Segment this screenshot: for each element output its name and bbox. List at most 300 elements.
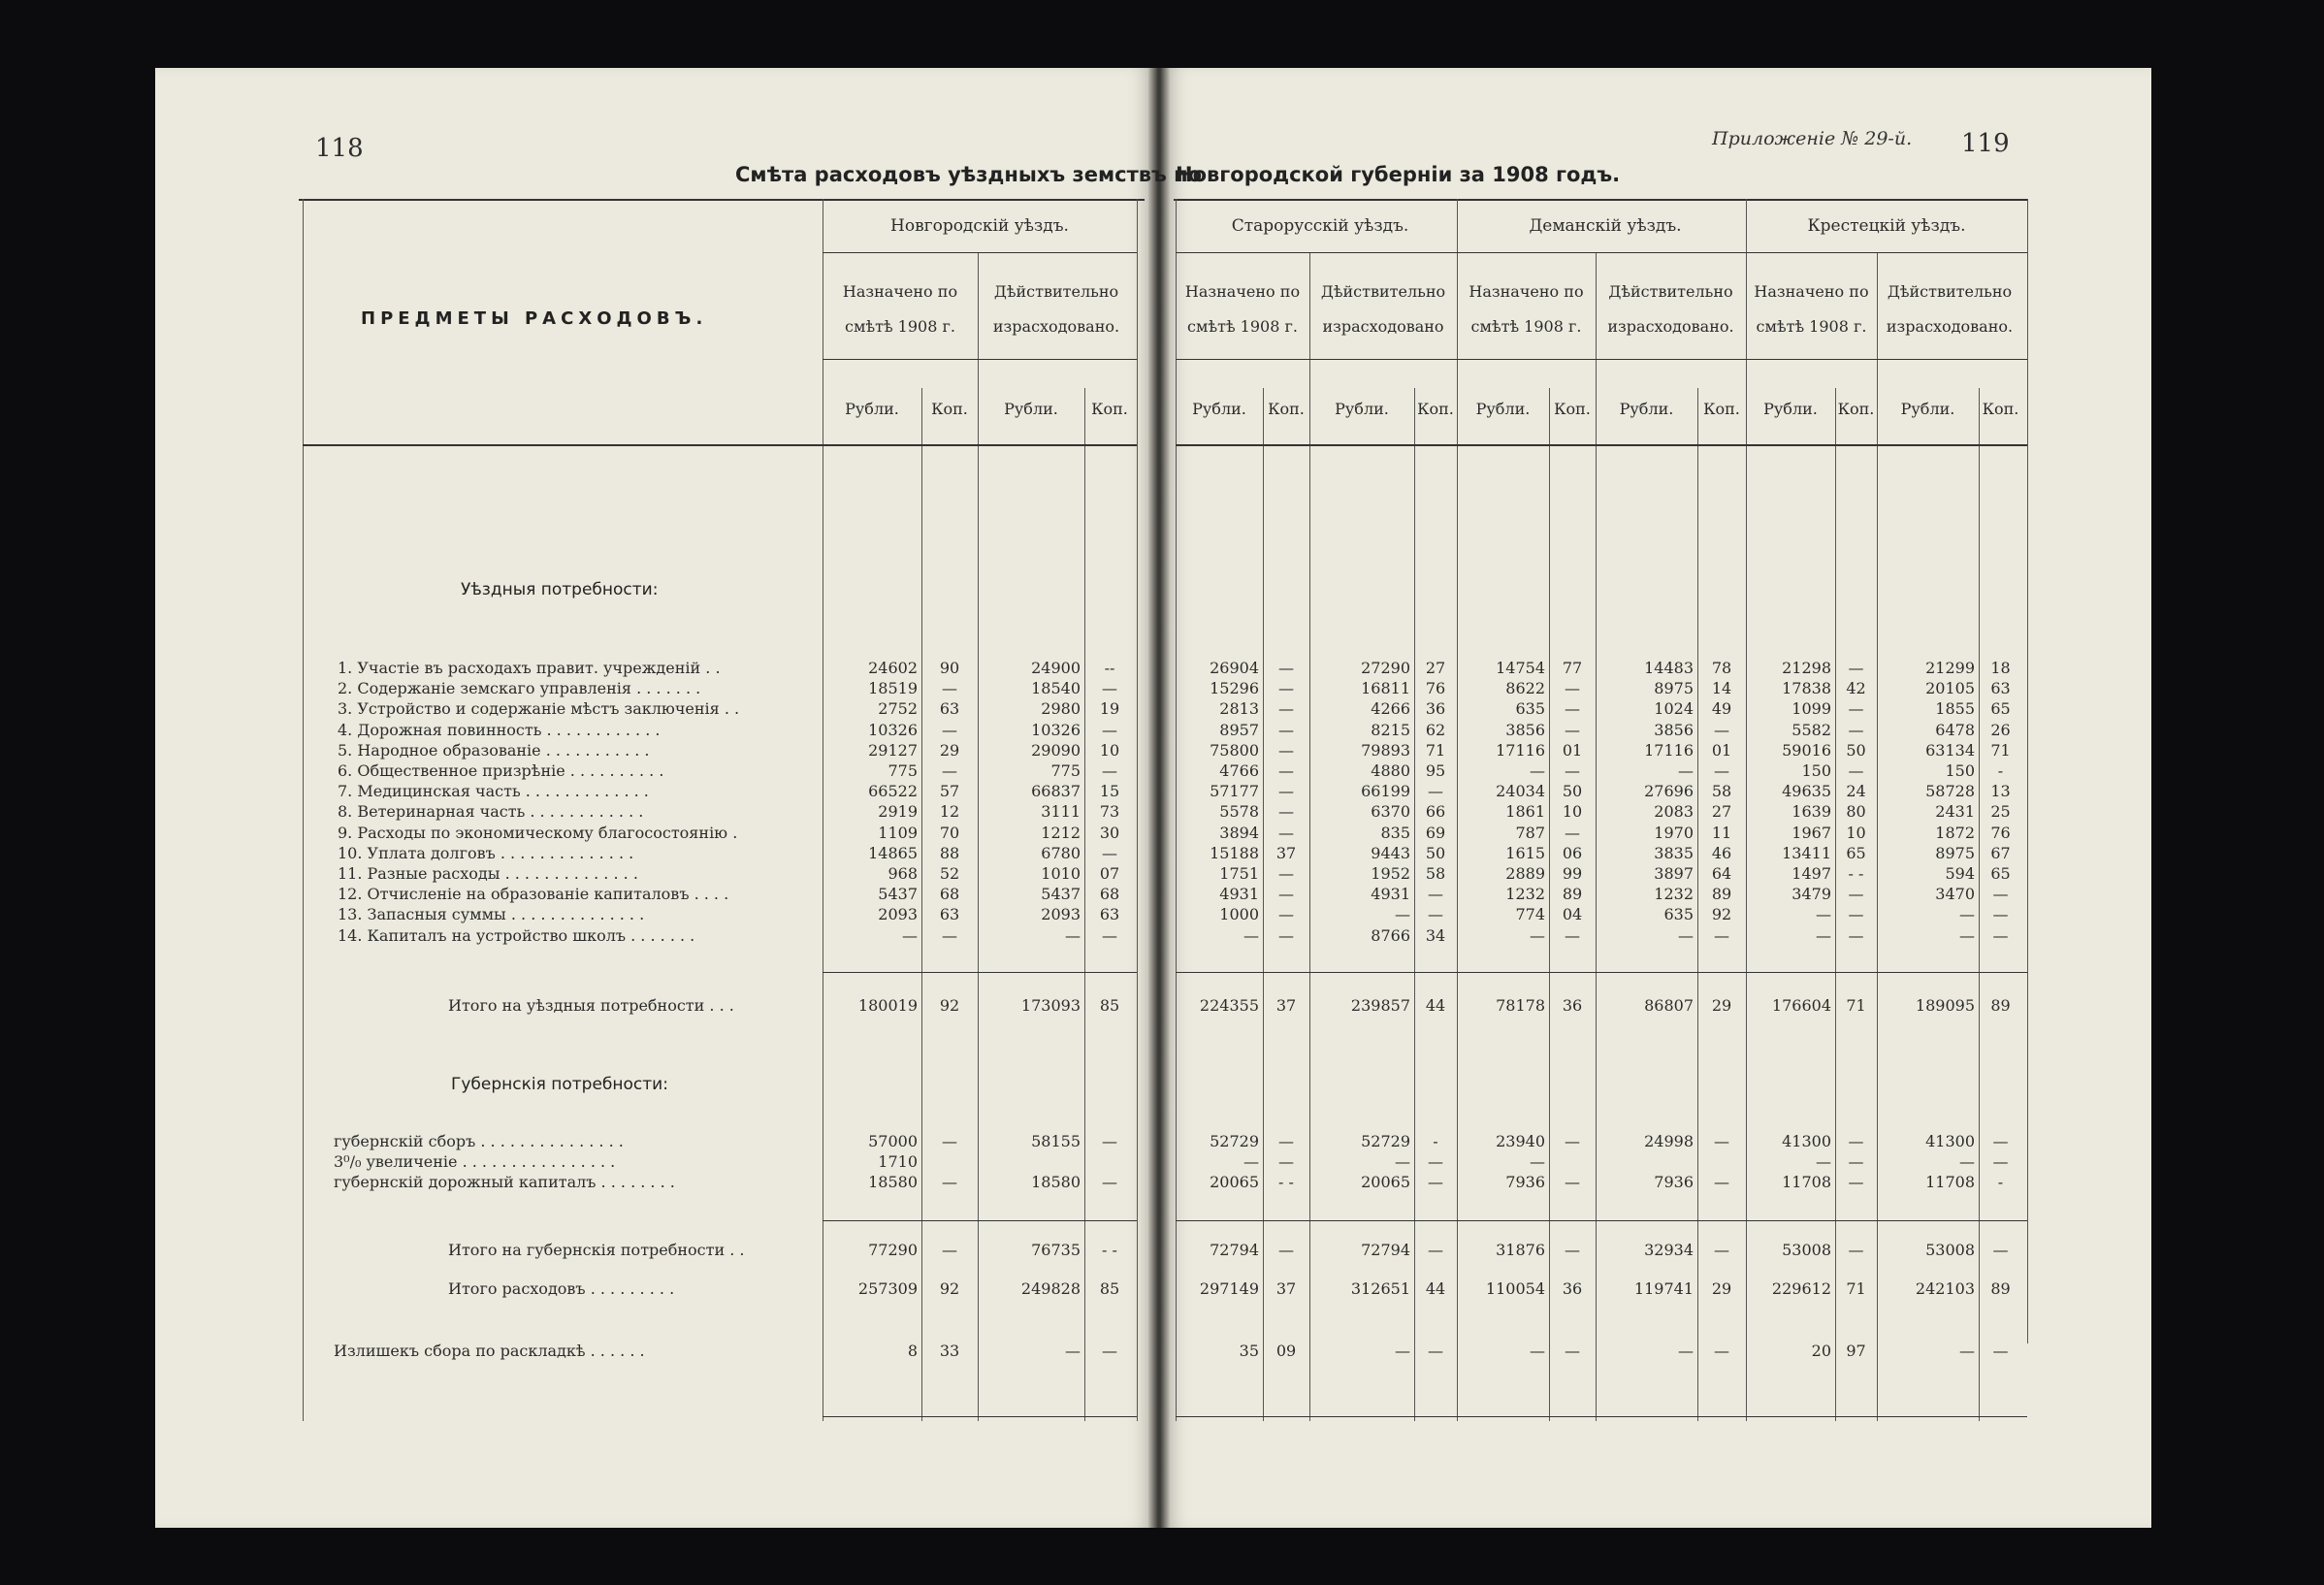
- table-row-2-cell-7: 76: [1425, 679, 1446, 697]
- table-row-8-cell-8: 1861: [1505, 802, 1545, 821]
- table-row-5-cell-7: 71: [1425, 741, 1446, 760]
- total-all-row-cell-3: 85: [1099, 1279, 1120, 1298]
- table-row-9-label: 9. Расходы по экономическому благосостоянію .: [338, 824, 738, 842]
- table-row-3-cell-9: —: [1565, 699, 1580, 718]
- province-row-1-cell-14: 41300: [1925, 1132, 1975, 1150]
- table-row-10-cell-3: —: [1102, 844, 1117, 862]
- table-row-5-cell-9: 01: [1562, 741, 1583, 760]
- surplus-row-cell-7: —: [1428, 1342, 1443, 1360]
- table-row-9-cell-3: 30: [1099, 824, 1120, 842]
- table-row-10-cell-11: 46: [1711, 844, 1732, 862]
- table-row-8-label: 8. Ветеринарная часть . . . . . . . . . . . .: [338, 802, 644, 821]
- table-row-3-cell-4: 2813: [1219, 699, 1259, 718]
- table-row-6-cell-4: 4766: [1219, 761, 1259, 780]
- table-row-12-cell-13: —: [1848, 885, 1864, 903]
- province-row-1-cell-13: —: [1848, 1132, 1864, 1150]
- table-row-12-cell-10: 1232: [1654, 885, 1694, 903]
- table-row-3-cell-6: 4266: [1371, 699, 1410, 718]
- total-province-row-label: Итого на губернскія потребности . .: [448, 1241, 745, 1259]
- district-header-rule-right: [1176, 252, 2027, 253]
- table-row-11-cell-2: 1010: [1041, 864, 1081, 883]
- table-row-4-cell-2: 10326: [1031, 721, 1081, 739]
- table-row-1-cell-15: 18: [1990, 659, 2011, 677]
- table-row-14-cell-5: —: [1278, 926, 1294, 945]
- subheader-assigned-6-line-1: смѣтѣ 1908 г.: [1756, 317, 1867, 336]
- table-row-2-cell-5: —: [1278, 679, 1294, 697]
- section-province-needs: Губернскія потребности:: [451, 1075, 668, 1094]
- table-row-3-cell-13: —: [1848, 699, 1864, 718]
- table-row-2-cell-8: 8622: [1505, 679, 1545, 697]
- table-row-11-cell-1: 52: [939, 864, 960, 883]
- table-row-14-cell-7: 34: [1425, 926, 1446, 945]
- total-all-row-cell-6: 312651: [1350, 1279, 1410, 1298]
- table-row-7-cell-2: 66837: [1031, 782, 1081, 800]
- table-row-14-cell-11: —: [1714, 926, 1729, 945]
- table-row-8-cell-3: 73: [1099, 802, 1120, 821]
- table-row-1-cell-8: 14754: [1496, 659, 1545, 677]
- table-row-10-cell-0: 14865: [868, 844, 918, 862]
- total-all-row-cell-0: 257309: [857, 1279, 918, 1298]
- table-row-13-cell-13: —: [1848, 905, 1864, 923]
- subheader-assigned-6-line-0: Назначено по: [1754, 282, 1869, 301]
- total-province-row-cell-12: 53008: [1782, 1241, 1831, 1259]
- surplus-row-cell-11: —: [1714, 1342, 1729, 1360]
- table-row-3-cell-12: 1099: [1791, 699, 1831, 718]
- table-row-10-label: 10. Уплата долговъ . . . . . . . . . . . . . .: [338, 844, 634, 862]
- table-row-11-cell-3: 07: [1099, 864, 1120, 883]
- table-row-4-cell-7: 62: [1425, 721, 1446, 739]
- table-row-5-cell-13: 50: [1846, 741, 1866, 760]
- province-row-1-cell-9: —: [1565, 1132, 1580, 1150]
- table-row-3-cell-5: —: [1278, 699, 1294, 718]
- table-row-4-cell-14: 6478: [1935, 721, 1975, 739]
- table-row-10-cell-2: 6780: [1041, 844, 1081, 862]
- table-row-8-cell-11: 27: [1711, 802, 1732, 821]
- table-top-rule-left: [299, 199, 1145, 201]
- table-row-10-cell-15: 67: [1990, 844, 2011, 862]
- total-all-row-cell-14: 242103: [1915, 1279, 1975, 1298]
- table-row-12-label: 12. Отчисленіе на образованіе капиталовъ . . . .: [338, 885, 729, 903]
- province-row-3-cell-0: 18580: [868, 1173, 918, 1191]
- unit-rub-2: Рубли.: [1192, 400, 1246, 418]
- table-row-9-cell-1: 70: [939, 824, 960, 842]
- table-row-5-cell-0: 29127: [868, 741, 918, 760]
- total-all-row-cell-11: 29: [1711, 1279, 1732, 1298]
- unit-kop-0: Коп.: [931, 400, 968, 418]
- table-row-9-cell-5: —: [1278, 824, 1294, 842]
- total-all-row-cell-9: 36: [1562, 1279, 1583, 1298]
- items-header: ПРЕДМЕТЫ РАСХОДОВЪ.: [361, 308, 708, 329]
- table-row-4-cell-6: 8215: [1371, 721, 1410, 739]
- table-row-13-cell-5: —: [1278, 905, 1294, 923]
- province-row-3-cell-3: —: [1102, 1173, 1117, 1191]
- sum-rule-left-1: [823, 1220, 1137, 1221]
- unit-rub-4: Рубли.: [1475, 400, 1531, 418]
- table-row-7-cell-9: 50: [1562, 782, 1583, 800]
- table-row-8-cell-14: 2431: [1935, 802, 1975, 821]
- province-row-1-cell-10: 24998: [1644, 1132, 1694, 1150]
- table-row-14-cell-4: —: [1243, 926, 1259, 945]
- table-row-1-cell-2: 24900: [1031, 659, 1081, 677]
- table-row-10-cell-13: 65: [1846, 844, 1866, 862]
- subheader-assigned-2-line-1: смѣтѣ 1908 г.: [1187, 317, 1298, 336]
- table-row-10-cell-10: 3835: [1654, 844, 1694, 862]
- subheader-rule-left: [823, 359, 1137, 360]
- table-row-5-cell-2: 29090: [1031, 741, 1081, 760]
- surplus-row-cell-6: —: [1395, 1342, 1410, 1360]
- surplus-row-cell-1: 33: [939, 1342, 960, 1360]
- total-district-row-cell-0: 180019: [857, 996, 918, 1015]
- total-all-row-cell-4: 297149: [1199, 1279, 1259, 1298]
- total-all-row-cell-10: 119741: [1633, 1279, 1694, 1298]
- table-row-1-cell-11: 78: [1711, 659, 1732, 677]
- district-header-rule-left: [823, 252, 1137, 253]
- province-row-3-cell-8: 7936: [1505, 1173, 1545, 1191]
- province-row-2-cell-8: —: [1530, 1152, 1545, 1171]
- district-separator-demyansk: [1457, 199, 1458, 252]
- table-row-13-cell-7: —: [1428, 905, 1443, 923]
- table-row-6-cell-6: 4880: [1371, 761, 1410, 780]
- table-row-3-cell-7: 36: [1425, 699, 1446, 718]
- table-row-8-cell-0: 2919: [878, 802, 918, 821]
- table-row-8-cell-9: 10: [1562, 802, 1583, 821]
- table-row-6-cell-3: —: [1102, 761, 1117, 780]
- table-row-3-cell-1: 63: [939, 699, 960, 718]
- table-row-7-cell-10: 27696: [1644, 782, 1694, 800]
- surplus-row-label: Излишекъ сбора по раскладкѣ . . . . . .: [334, 1342, 645, 1360]
- total-district-row-cell-8: 78178: [1496, 996, 1545, 1015]
- surplus-row-cell-4: 35: [1239, 1342, 1259, 1360]
- header-bottom-rule-left: [303, 444, 1137, 446]
- total-district-row-cell-12: 176604: [1771, 996, 1831, 1015]
- table-row-13-cell-10: 635: [1663, 905, 1694, 923]
- province-row-2-cell-12: —: [1816, 1152, 1831, 1171]
- total-province-row-cell-7: —: [1428, 1241, 1443, 1259]
- table-row-5-cell-10: 17116: [1644, 741, 1694, 760]
- table-row-11-label: 11. Разные расходы . . . . . . . . . . . . . .: [338, 864, 638, 883]
- subheader-assigned-0-line-1: смѣтѣ 1908 г.: [845, 317, 955, 336]
- table-row-1-cell-9: 77: [1562, 659, 1583, 677]
- table-row-12-cell-3: 68: [1099, 885, 1120, 903]
- table-row-5-cell-4: 75800: [1210, 741, 1259, 760]
- table-row-13-cell-11: 92: [1711, 905, 1732, 923]
- province-row-2-label: 3⁰/₀ увеличеніе . . . . . . . . . . . . . . . .: [334, 1152, 616, 1171]
- unit-kop-6: Коп.: [1837, 400, 1875, 418]
- table-row-7-cell-15: 13: [1990, 782, 2011, 800]
- table-row-3-cell-10: 1024: [1654, 699, 1694, 718]
- province-row-1-cell-1: —: [942, 1132, 957, 1150]
- table-row-2-cell-4: 15296: [1210, 679, 1259, 697]
- table-row-10-cell-7: 50: [1425, 844, 1446, 862]
- unit-rub-6: Рубли.: [1763, 400, 1818, 418]
- table-row-11-cell-12: 1497: [1791, 864, 1831, 883]
- table-row-10-cell-5: 37: [1275, 844, 1297, 862]
- table-row-3-cell-11: 49: [1711, 699, 1732, 718]
- table-row-14-cell-8: —: [1530, 926, 1545, 945]
- table-row-11-cell-0: 968: [888, 864, 918, 883]
- province-row-1-cell-2: 58155: [1031, 1132, 1081, 1150]
- table-row-1-cell-14: 21299: [1925, 659, 1975, 677]
- table-row-9-cell-6: 835: [1380, 824, 1410, 842]
- table-row-7-cell-7: —: [1428, 782, 1443, 800]
- table-row-12-cell-8: 1232: [1505, 885, 1545, 903]
- province-row-3-cell-10: 7936: [1654, 1173, 1694, 1191]
- district-header-demyansk: Деманскій уѣздъ.: [1529, 216, 1682, 236]
- table-row-8-cell-6: 6370: [1371, 802, 1410, 821]
- table-row-6-cell-15: -: [1997, 761, 2004, 780]
- right-page-number: 119: [1961, 129, 2010, 158]
- table-row-12-cell-14: 3470: [1935, 885, 1975, 903]
- table-row-9-cell-11: 11: [1711, 824, 1732, 842]
- table-row-8-cell-1: 12: [939, 802, 960, 821]
- province-row-3-cell-13: —: [1848, 1173, 1864, 1191]
- table-row-8-cell-15: 25: [1990, 802, 2011, 821]
- province-row-3-cell-4: 20065: [1210, 1173, 1259, 1191]
- table-row-2-cell-6: 16811: [1361, 679, 1410, 697]
- surplus-row-cell-12: 20: [1811, 1342, 1831, 1360]
- subheader-spent-7-line-0: Дѣйствительно: [1887, 282, 2013, 301]
- surplus-row-cell-2: —: [1065, 1342, 1081, 1360]
- table-row-9-cell-0: 1109: [878, 824, 918, 842]
- table-row-13-cell-8: 774: [1515, 905, 1545, 923]
- table-row-13-cell-1: 63: [939, 905, 960, 923]
- table-row-3-cell-0: 2752: [878, 699, 918, 718]
- table-row-14-cell-6: 8766: [1371, 926, 1410, 945]
- table-row-14-cell-0: —: [902, 926, 918, 945]
- table-row-7-cell-6: 66199: [1361, 782, 1410, 800]
- table-row-8-cell-7: 66: [1425, 802, 1446, 821]
- total-district-row-cell-3: 85: [1099, 996, 1120, 1015]
- sum-rule-right-1: [1176, 1220, 2027, 1221]
- table-row-7-label: 7. Медицинская часть . . . . . . . . . . . . .: [338, 782, 649, 800]
- table-row-2-cell-3: —: [1102, 679, 1117, 697]
- table-row-7-cell-4: 57177: [1210, 782, 1259, 800]
- table-row-1-cell-10: 14483: [1644, 659, 1694, 677]
- table-row-5-label: 5. Народное образованіе . . . . . . . . . . .: [338, 741, 650, 760]
- table-row-8-cell-5: —: [1278, 802, 1294, 821]
- total-district-row-cell-13: 71: [1846, 996, 1866, 1015]
- table-row-4-cell-9: —: [1565, 721, 1580, 739]
- table-row-6-cell-0: 775: [888, 761, 918, 780]
- table-row-14-cell-12: —: [1816, 926, 1831, 945]
- open-book: [155, 68, 2151, 1528]
- table-top-rule-right: [1174, 199, 2027, 201]
- total-province-row-cell-15: —: [1992, 1241, 2009, 1259]
- surplus-row-cell-3: —: [1102, 1342, 1117, 1360]
- table-row-3-cell-8: 635: [1515, 699, 1545, 718]
- appendix-label: Приложеніе № 29-й.: [1712, 128, 1913, 149]
- table-row-9-cell-10: 1970: [1654, 824, 1694, 842]
- table-row-13-cell-15: —: [1992, 905, 2009, 923]
- table-row-1-cell-6: 27290: [1361, 659, 1410, 677]
- left-page-number: 118: [315, 134, 364, 163]
- left-page-right-border: [1137, 199, 1138, 1421]
- total-all-row-cell-2: 249828: [1020, 1279, 1081, 1298]
- table-row-7-cell-11: 58: [1711, 782, 1732, 800]
- table-row-13-cell-9: 04: [1562, 905, 1583, 923]
- table-row-9-cell-12: 1967: [1791, 824, 1831, 842]
- table-row-1-cell-0: 24602: [868, 659, 918, 677]
- total-province-row-cell-2: 76735: [1031, 1241, 1081, 1259]
- table-row-5-cell-14: 63134: [1925, 741, 1975, 760]
- table-row-5-cell-3: 10: [1099, 741, 1120, 760]
- subheader-spent-7-line-1: израсходовано.: [1886, 317, 2014, 336]
- table-row-7-cell-5: —: [1278, 782, 1294, 800]
- table-row-4-cell-11: —: [1714, 721, 1729, 739]
- total-all-row-cell-15: 89: [1990, 1279, 2011, 1298]
- table-row-14-label: 14. Капиталъ на устройство школъ . . . . . . .: [338, 926, 695, 945]
- table-row-10-cell-4: 15188: [1210, 844, 1259, 862]
- table-row-12-cell-11: 89: [1711, 885, 1732, 903]
- sum-rule-right-2: [1176, 1416, 2027, 1417]
- table-row-2-cell-1: —: [942, 679, 957, 697]
- table-row-4-cell-5: —: [1278, 721, 1294, 739]
- table-row-8-cell-12: 1639: [1791, 802, 1831, 821]
- table-row-11-cell-9: 99: [1562, 864, 1583, 883]
- table-row-11-cell-7: 58: [1425, 864, 1446, 883]
- table-row-4-label: 4. Дорожная повинность . . . . . . . . . . . .: [338, 721, 661, 739]
- province-row-1-cell-3: —: [1102, 1132, 1117, 1150]
- table-row-9-cell-7: 69: [1425, 824, 1446, 842]
- table-row-13-label: 13. Запасныя суммы . . . . . . . . . . . . . .: [338, 905, 645, 923]
- unit-kop-3: Коп.: [1417, 400, 1454, 418]
- table-row-11-cell-8: 2889: [1505, 864, 1545, 883]
- table-row-2-label: 2. Содержаніе земскаго управленія . . . . . . .: [338, 679, 701, 697]
- table-row-4-cell-12: 5582: [1791, 721, 1831, 739]
- table-row-2-cell-13: 42: [1846, 679, 1866, 697]
- header-bottom-rule-right: [1176, 444, 2027, 446]
- total-district-row-cell-1: 92: [939, 996, 960, 1015]
- subheader-spent2-3-line-0: Дѣйствительно: [1320, 282, 1446, 301]
- province-row-3-cell-6: 20065: [1361, 1173, 1410, 1191]
- table-row-7-cell-3: 15: [1099, 782, 1120, 800]
- table-right-border: [2027, 199, 2028, 1343]
- table-row-14-cell-13: —: [1848, 926, 1864, 945]
- table-row-3-label: 3. Устройство и содержаніе мѣстъ заключенія . .: [338, 699, 740, 718]
- table-row-11-cell-14: 594: [1945, 864, 1975, 883]
- total-province-row-cell-0: 77290: [868, 1241, 918, 1259]
- table-row-2-cell-12: 17838: [1782, 679, 1831, 697]
- table-row-12-cell-9: 89: [1562, 885, 1583, 903]
- table-row-12-cell-4: 4931: [1219, 885, 1259, 903]
- total-district-row-cell-2: 173093: [1020, 996, 1081, 1015]
- table-row-2-cell-10: 8975: [1654, 679, 1694, 697]
- table-row-1-cell-3: --: [1104, 659, 1115, 677]
- table-row-6-cell-8: —: [1530, 761, 1545, 780]
- table-row-11-cell-13: - -: [1848, 864, 1864, 883]
- surplus-row-cell-5: 09: [1275, 1342, 1297, 1360]
- table-row-14-cell-2: —: [1065, 926, 1081, 945]
- unit-rub-7: Рубли.: [1900, 400, 1955, 418]
- table-row-3-cell-2: 2980: [1041, 699, 1081, 718]
- unit-kop-7: Коп.: [1982, 400, 2019, 418]
- province-row-3-cell-12: 11708: [1782, 1173, 1831, 1191]
- total-all-row-cell-12: 229612: [1771, 1279, 1831, 1298]
- table-row-9-cell-2: 1212: [1041, 824, 1081, 842]
- table-row-4-cell-4: 8957: [1219, 721, 1259, 739]
- table-row-11-cell-5: —: [1278, 864, 1294, 883]
- total-province-row-cell-8: 31876: [1496, 1241, 1545, 1259]
- table-row-3-cell-3: 19: [1099, 699, 1120, 718]
- unit-rub-0: Рубли.: [845, 400, 899, 418]
- table-left-border: [303, 199, 304, 1421]
- table-row-9-cell-8: 787: [1515, 824, 1545, 842]
- province-row-1-cell-11: —: [1714, 1132, 1729, 1150]
- table-row-2-cell-15: 63: [1990, 679, 2011, 697]
- total-province-row-cell-10: 32934: [1644, 1241, 1694, 1259]
- total-district-row-label: Итого на уѣздныя потребности . . .: [448, 996, 734, 1015]
- table-row-2-cell-9: —: [1565, 679, 1580, 697]
- province-row-3-label: губернскій дорожный капиталъ . . . . . . . .: [334, 1173, 675, 1191]
- table-row-12-cell-12: 3479: [1791, 885, 1831, 903]
- book-gutter: [1148, 68, 1170, 1528]
- subheader-spent2-3-line-1: израсходовано: [1322, 317, 1444, 336]
- total-all-row-cell-1: 92: [939, 1279, 960, 1298]
- table-row-9-cell-14: 1872: [1935, 824, 1975, 842]
- subheader-spent-5-line-1: израсходовано.: [1607, 317, 1734, 336]
- province-row-1-cell-7: -: [1433, 1132, 1438, 1150]
- table-row-6-cell-2: 775: [1050, 761, 1081, 780]
- table-row-12-cell-1: 68: [939, 885, 960, 903]
- section-district-needs: Уѣздныя потребности:: [461, 580, 659, 599]
- total-all-row-cell-8: 110054: [1485, 1279, 1545, 1298]
- table-row-5-cell-1: 29: [939, 741, 960, 760]
- table-row-3-cell-15: 65: [1990, 699, 2011, 718]
- total-province-row-cell-13: —: [1848, 1241, 1864, 1259]
- table-row-6-cell-1: —: [942, 761, 957, 780]
- surplus-row-cell-8: —: [1530, 1342, 1545, 1360]
- title-right: Новгородской губерніи за 1908 годъ.: [1176, 163, 1621, 186]
- table-row-14-cell-14: —: [1959, 926, 1975, 945]
- sum-rule-left-0: [823, 972, 1137, 973]
- table-row-4-cell-15: 26: [1990, 721, 2011, 739]
- subheader-assigned-4-line-1: смѣтѣ 1908 г.: [1470, 317, 1582, 336]
- table-row-14-cell-9: —: [1565, 926, 1580, 945]
- province-row-1-cell-0: 57000: [868, 1132, 918, 1150]
- province-row-3-cell-1: —: [942, 1173, 957, 1191]
- province-row-2-cell-13: —: [1848, 1152, 1864, 1171]
- province-row-3-cell-15: -: [1997, 1173, 2004, 1191]
- table-row-11-cell-6: 1952: [1371, 864, 1410, 883]
- province-row-2-cell-7: —: [1428, 1152, 1443, 1171]
- table-row-10-cell-6: 9443: [1371, 844, 1410, 862]
- total-province-row-cell-1: —: [942, 1241, 957, 1259]
- table-row-1-label: 1. Участіе въ расходахъ правит. учрежденій . .: [338, 659, 721, 677]
- table-row-8-cell-4: 5578: [1219, 802, 1259, 821]
- total-district-row-cell-6: 239857: [1350, 996, 1410, 1015]
- district-header-kresttsy: Крестецкій уѣздъ.: [1807, 216, 1966, 236]
- table-row-11-cell-15: 65: [1990, 864, 2011, 883]
- unit-kop-1: Коп.: [1091, 400, 1128, 418]
- province-row-2-cell-15: —: [1992, 1152, 2009, 1171]
- total-district-row-cell-11: 29: [1711, 996, 1732, 1015]
- table-row-12-cell-5: —: [1278, 885, 1294, 903]
- table-row-6-cell-7: 95: [1425, 761, 1446, 780]
- table-row-4-cell-3: —: [1102, 721, 1117, 739]
- table-row-12-cell-6: 4931: [1371, 885, 1410, 903]
- province-row-2-cell-6: —: [1395, 1152, 1410, 1171]
- table-row-5-cell-12: 59016: [1782, 741, 1831, 760]
- table-row-6-cell-12: 150: [1801, 761, 1831, 780]
- surplus-row-cell-13: 97: [1846, 1342, 1866, 1360]
- unit-rub-1: Рубли.: [1004, 400, 1058, 418]
- district-header-staraya-russa: Старорусскій уѣздъ.: [1231, 216, 1409, 236]
- district-header-novgorod: Новгородскій уѣздъ.: [890, 216, 1069, 236]
- table-row-9-cell-13: 10: [1846, 824, 1866, 842]
- total-all-row-label: Итого расходовъ . . . . . . . . .: [448, 1279, 675, 1298]
- table-row-4-cell-10: 3856: [1654, 721, 1694, 739]
- total-province-row-cell-11: —: [1714, 1241, 1729, 1259]
